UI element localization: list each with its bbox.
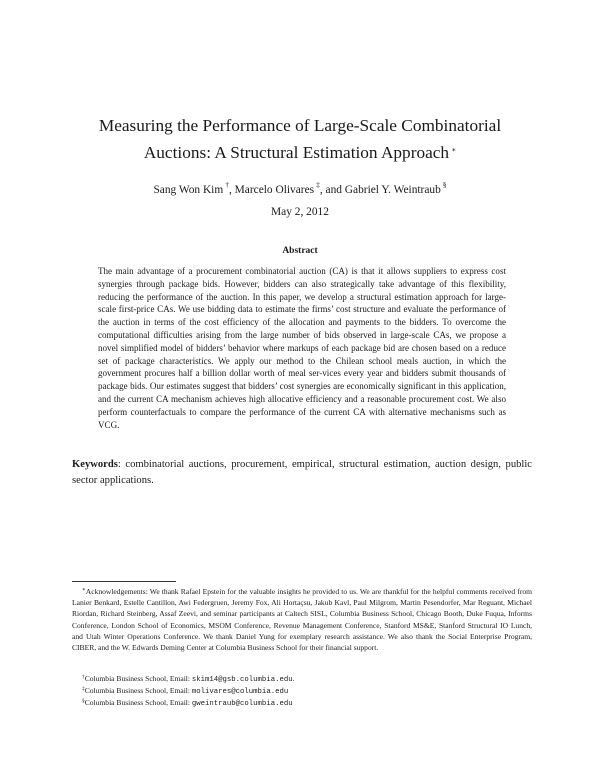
abstract-line: synergies are economically significant in this application, and the current CA mechanism achieves high [98,381,507,404]
email-address[interactable]: gweintraub@columbia.edu [191,700,293,708]
footnote-mark: † [82,674,85,680]
abstract-line: flexibility, reducing the performance of the auction. In this paper, we develop a structural estimation [98,278,506,302]
abstract-line: Chilean school meals auction, in which the government procures half a billion dollar worth of meal ser- [98,355,507,379]
abstract-line: vices every year and bidders submit thousands of package bids. Our estimates suggest that bidders’ cost [98,368,506,392]
abstract-body [98,265,506,431]
abstract-line: in large-scale CAs, we propose a novel simplified model of bidders’ behavior where markups of each [98,329,506,353]
email-address[interactable]: skim14@gsb.columbia.edu [191,676,293,684]
footnote-mark: ‡ [82,686,85,692]
author-footnote-mark: † [225,180,229,189]
author-name: Marcelo Olivares [234,184,315,196]
abstract-line: evaluate the performance of the auction in terms of the cost efficiency of the allocation and payments to [98,304,506,328]
abstract-line: cost synergies through package bids. However, bidders can also strategically take advantage of this [98,266,506,289]
abstract-line: The main advantage of a procurement combinatorial auction (CA) is that it allows suppliers to express [98,266,488,276]
author-list: Sang Won Kim †, Marcelo Olivares ‡, and Gabriel Y. Weintraub § [153,180,447,196]
title-footnote-mark: ∗ [451,145,457,154]
footnote-divider [72,581,176,582]
author-name: Sang Won Kim [153,184,224,196]
email-address[interactable]: molivares@columbia.edu [191,688,289,696]
footnote-mark: ∗ [82,587,86,593]
author-footnote-mark: § [442,180,447,189]
keywords [72,457,532,489]
keywords-text: : combinatorial auctions, procurement, empirical, structural estimation, auction design, public sector applications. [72,459,532,486]
abstract-line: the bidders. To overcome the computational difficulties arising from the large number of bids observed [98,317,506,340]
footnote-text: Columbia Business School, Email: [84,674,192,683]
footnote-text: Columbia Business School, Email: [84,698,192,707]
title-line-1: Measuring the Performance of Large-Scale Combinatorial [98,116,502,135]
footnote-end: . [292,674,295,683]
abstract-line: performance of the current CA with alternative mechanisms such as VCG. [98,406,507,430]
title-line-2: Auctions: A Structural Estimation Approach [143,143,450,162]
footnote-mark: § [82,698,85,704]
abstract-heading: Abstract [282,246,318,256]
abstract-line: approach for large-scale first-price CAs. We use bidding data to estimate the firms’ cost structure and [98,291,506,315]
keywords-label: Keywords [72,459,118,470]
footnote-text: Acknowledgements: We thank Rafael Epstein for the valuable insights he provided to us. We are thankful for the helpful comments received from Lanier Benkard, Estelle Cantillon, Awi Federgruen, Jeremy Fox, Ali Hortaçsu, Jakub Kavl, Paul Milgrom, Martin Pesendorfer, Mar Reguant, Michael Riordan, Richard Steinberg, Assaf Zeevi, and seminar participants at Caltech SISL, Columbia Business School, Chicago Booth, Duke Fuqua, Informs Conference, London School of Economics, MSOM Conference, Revenue Management Conference, Stanford MS&E, Stanford Structural IO Lunch, and Utah Winter Operations Conference. We thank Daniel Yung for exemplary research assistance. We also thank the Social Enterprise Program, CIBER, and the W. Edwards Deming Center at Columbia Business School for their financial support. [72,587,532,653]
paper-date: May 2, 2012 [271,206,329,218]
author-footnote-mark: ‡ [316,180,320,189]
footnote-acknowledgements [72,585,532,653]
abstract-line: package bid are chosen based on a reduce set of package characteristics. We apply our method to the [98,342,507,366]
footnote-text: Columbia Business School, Email: [84,686,192,695]
author-name: and Gabriel Y. Weintraub [325,184,441,196]
footnote-affiliation [82,696,542,710]
abstract-line: allocative efficiency and a reasonable procurement cost. We also perform counterfactuals to compare the [98,393,506,417]
paper-title [60,114,540,165]
